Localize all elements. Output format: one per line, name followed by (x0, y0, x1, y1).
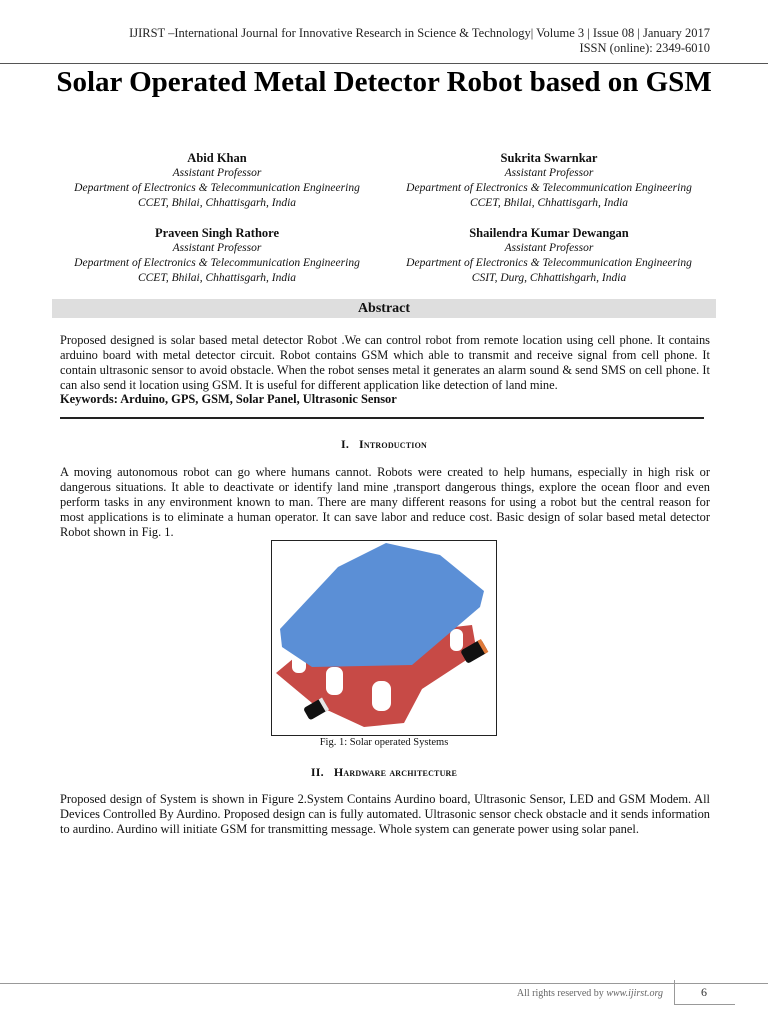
footer-rights (517, 988, 663, 999)
author-block-3 (52, 226, 382, 286)
paper-title: Solar Operated Metal Detector Robot based on GSM (56, 66, 712, 98)
issn-line: ISSN (online): 2349-6010 (579, 41, 710, 55)
hardware-body: Proposed design of System is shown in Figure 2.System Contains Aurdino board, Ultrasonic Sensor, LED and GSM Modem. All Devices Controlled By Aurdino. Proposed design can is fully automated. Ultrasonic sensor check obstacle and it sends information to aurdino. Aurdino will initiate GSM for transmitting message. Whole system can generate power using solar panel. (60, 792, 710, 836)
footer-rule-right (734, 983, 768, 984)
figure-1-robot-illustration (271, 540, 497, 736)
robot-window (372, 681, 391, 711)
abstract-body: Proposed designed is solar based metal detector Robot .We can control robot from remote location using cell phone. It contains arduino board with metal detector circuit. Robot contains GSM which able to transmit and receive signal from cell phone. It contain ultrasonic sensor to avoid obstacle. When the robot senses metal it generates an alarm sound & send SMS on cell phone. It can also send it location using GSM. It is useful for different application like detection of land mine. (60, 333, 710, 392)
author-department: Department of Electronics & Telecommunication Engineering (74, 257, 360, 269)
section-heading-hardware (0, 765, 768, 780)
page-number: 6 (701, 985, 707, 999)
author-block-2 (384, 151, 714, 211)
section-title: Hardware architecture (333, 765, 458, 779)
robot-drawing (272, 541, 496, 735)
abstract-divider (60, 417, 704, 419)
author-role: Assistant Professor (504, 167, 594, 179)
section-number: I. (340, 437, 350, 451)
author-department: Department of Electronics & Telecommunication Engineering (406, 257, 692, 269)
author-role: Assistant Professor (172, 167, 262, 179)
keywords-line: Keywords: Arduino, GPS, GSM, Solar Panel, Ultrasonic Sensor (60, 392, 397, 406)
author-department: Department of Electronics & Telecommunication Engineering (74, 182, 360, 194)
author-role: Assistant Professor (504, 242, 594, 254)
author-affiliation: CCET, Bhilai, Chhattisgarh, India (137, 197, 297, 209)
author-role: Assistant Professor (172, 242, 262, 254)
footer-divider (0, 983, 768, 984)
introduction-body: A moving autonomous robot can go where humans cannot. Robots were created to help humans, especially in high risk or dangerous situations. It able to deactivate or identify land mine ,transport dangerous things, explore the ocean floor and even perform tasks in any environment known to man. There are many different reasons for using a robot but the central reason for most applications is to eliminate a human operator. It can save labor and reduce cost. Basic design of solar based metal detector Robot shown in Fig. 1. (60, 465, 710, 539)
author-name: Shailendra Kumar Dewangan (469, 226, 629, 240)
author-affiliation: CCET, Bhilai, Chhattisgarh, India (137, 272, 297, 284)
journal-website-link[interactable]: www.ijirst.org (606, 988, 663, 999)
section-title: Introduction (359, 437, 428, 451)
section-heading-introduction (0, 437, 768, 452)
journal-header: IJIRST –International Journal for Innovative Research in Science & Technology| Volume 3 | Issue 08 | January 2017 (129, 26, 710, 40)
figure-caption: Fig. 1: Solar operated Systems (319, 737, 449, 748)
author-block-1 (52, 151, 382, 211)
author-affiliation: CSIT, Durg, Chhattishgarh, India (471, 272, 627, 284)
author-name: Praveen Singh Rathore (154, 226, 280, 240)
author-name: Abid Khan (187, 151, 247, 165)
author-name: Sukrita Swarnkar (500, 151, 598, 165)
rights-text: All rights reserved by (516, 988, 604, 999)
author-affiliation: CCET, Bhilai, Chhattisgarh, India (469, 197, 629, 209)
section-number: II. (310, 765, 324, 779)
author-department: Department of Electronics & Telecommunication Engineering (406, 182, 692, 194)
author-block-4 (384, 226, 714, 286)
abstract-heading: Abstract (52, 299, 716, 318)
robot-window (450, 629, 463, 651)
robot-window (326, 667, 343, 695)
